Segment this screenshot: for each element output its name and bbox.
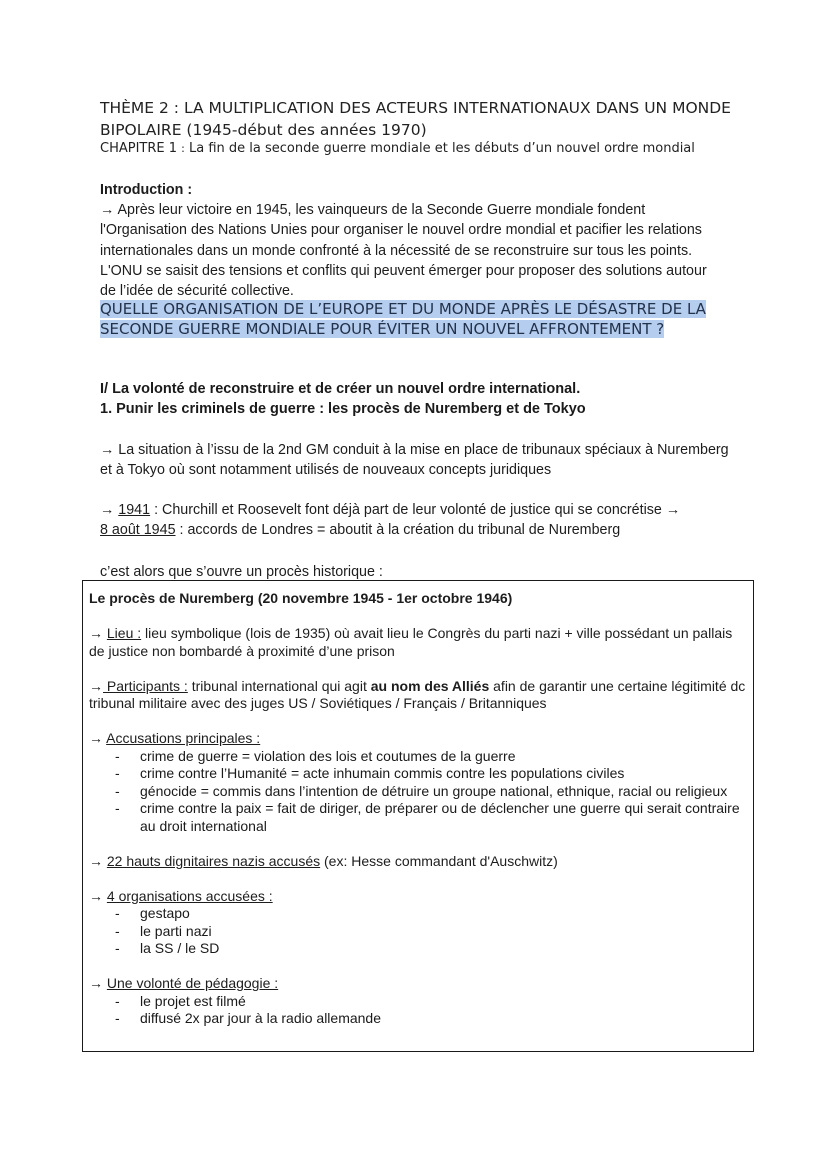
chapter-separator: : xyxy=(181,142,185,155)
pedagogy-label: Une volonté de pédagogie : xyxy=(106,975,279,991)
list-item: - crime contre la paix = fait de diriger, de préparer ou de déclencher une guerre qui serait contraire au droit international xyxy=(89,800,751,835)
dignitaries-text: (ex: Hesse commandant d'Auschwitz) xyxy=(320,852,558,869)
arrow-dignitaries: → xyxy=(89,852,107,869)
lieu-item xyxy=(89,625,751,660)
lieu-text: lieu symbolique (lois de 1935) où avait lieu le Congrès du parti nazi + ville possédant un pallais de justice non bombardé à proximité d’une prison xyxy=(89,625,733,659)
list-item: - crime de guerre = violation des lois et coutumes de la guerre xyxy=(89,748,751,766)
arrow-organisations: → xyxy=(89,887,107,904)
subsection-heading: 1. Punir les criminels de guerre : les procès de Nuremberg et de Tokyo xyxy=(100,401,586,417)
problem-question xyxy=(100,299,724,339)
participants-bold: au nom des Alliés xyxy=(370,677,490,694)
date-1941: 1941 xyxy=(118,502,151,518)
date-1945: 8 août 1945 xyxy=(100,522,176,539)
chapter-heading xyxy=(100,139,760,158)
intro-paragraph: → Après leur victoire en 1945, les vainqueurs de la Seconde Guerre mondiale fondent l'Organisation des Nations Unies pour organiser le nouvel ordre mondial et pacifier les relations internationales dans un monde confronté à la nécessité de se reconstruire sur tous les points. L'ONU se saisit des tensions et conflits qui peuvent émerger pour proposer des solutions autour de l’idée de sécurité collective. xyxy=(100,202,707,300)
organisations-item xyxy=(89,888,751,906)
list-item: - le projet est filmé xyxy=(89,993,751,1011)
dignitaries-label: 22 hauts dignitaires nazis accusés xyxy=(106,852,321,869)
dignitaries-item xyxy=(89,853,751,871)
organisations-list xyxy=(89,905,751,958)
arrow-pedagogy: → xyxy=(89,975,107,991)
box-title: Le procès de Nuremberg (20 novembre 1945 - 1er octobre 1946) xyxy=(89,590,513,606)
arrow-1941: → xyxy=(100,502,119,518)
section-heading-block xyxy=(100,379,740,419)
nuremberg-box xyxy=(82,580,754,1052)
text-1945: : accords de Londres = aboutit à la création du tribunal de Nuremberg xyxy=(175,522,621,539)
list-item: - gestapo xyxy=(89,905,751,923)
lieu-label: Lieu : xyxy=(106,625,142,641)
participants-text-1: tribunal international qui agit xyxy=(187,677,371,694)
accusations-label: Accusations principales : xyxy=(106,730,261,746)
organisations-label: 4 organisations accusées : xyxy=(106,887,273,904)
list-item: - la SS / le SD xyxy=(89,940,751,958)
chapter-title: La fin de la seconde guerre mondiale et les débuts d’un nouvel ordre mondial xyxy=(189,141,695,156)
pedagogy-item xyxy=(89,975,751,993)
transition-sentence: c’est alors que s’ouvre un procès historique : xyxy=(100,564,383,580)
participants-text-2: afin de garantir une certaine légitimité dc tribunal militaire avec des juges US / Soviétiques / Français / Britanniques xyxy=(89,677,746,711)
highlighted-question: QUELLE ORGANISATION DE L’EUROPE ET DU MONDE APRÈS LE DÉSASTRE DE LA SECONDE GUERRE MONDIALE POUR ÉVITER UN NOUVEL AFFRONTEMENT ? xyxy=(100,300,706,338)
list-item: - le parti nazi xyxy=(89,923,751,941)
text-1941: : Churchill et Roosevelt font déjà part de leur volonté de justice qui se concrétise → xyxy=(150,502,681,518)
list-item: - diffusé 2x par jour à la radio allemande xyxy=(89,1010,751,1028)
intro-heading: Introduction : xyxy=(100,182,193,198)
situation-paragraph: → La situation à l’issu de la 2nd GM conduit à la mise en place de tribunaux spéciaux à Nuremberg et à Tokyo où sont notamment utilisés de nouveaux concepts juridiques xyxy=(100,442,729,479)
pedagogy-list xyxy=(89,993,751,1028)
accusations-list xyxy=(89,748,751,836)
arrow-accusations: → xyxy=(89,730,107,746)
arrow-participants: → xyxy=(89,677,103,694)
chapter-label: CHAPITRE 1 xyxy=(100,141,178,156)
list-item: - crime contre l’Humanité = acte inhumain commis contre les populations civiles xyxy=(89,765,751,783)
section-heading: I/ La volonté de reconstruire et de créer un nouvel ordre international. xyxy=(100,381,581,397)
list-item: - génocide = commis dans l’intention de détruire un groupe national, ethnique, racial ou religieux xyxy=(89,783,751,801)
theme-title: THÈME 2 : LA MULTIPLICATION DES ACTEURS INTERNATIONAUX DANS UN MONDE BIPOLAIRE (1945-début des années 1970) xyxy=(100,99,731,139)
accusations-item xyxy=(89,730,751,748)
participants-label: Participants : xyxy=(103,677,188,694)
arrow-lieu: → xyxy=(89,625,107,641)
participants-item xyxy=(89,678,751,713)
timeline-paragraph xyxy=(100,500,740,541)
